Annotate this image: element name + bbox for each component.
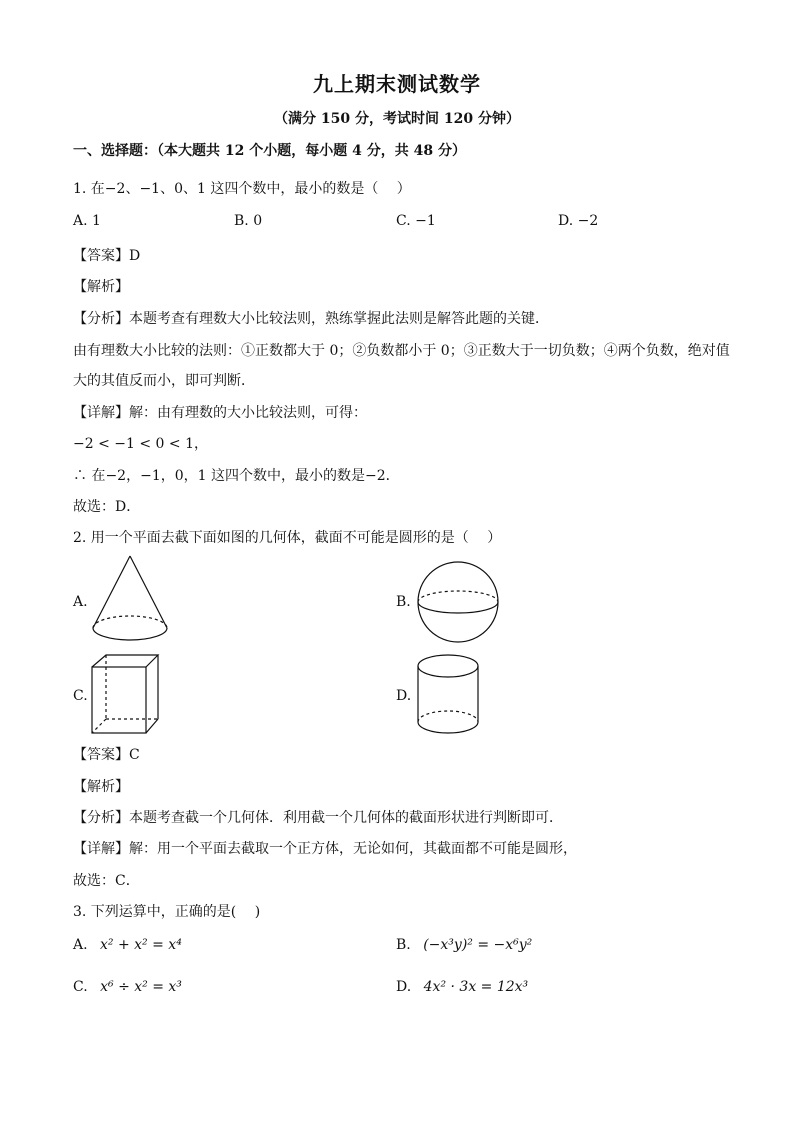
xiangjie-label: 【详解】 xyxy=(73,841,129,857)
q3-option-b xyxy=(396,937,532,953)
q3-option-b-letter: B. xyxy=(396,937,411,953)
q3-option-b-expr: (−x³y)² = −x⁶y² xyxy=(423,937,533,953)
cylinder-icon xyxy=(414,652,482,738)
q1-option-a: A. 1 xyxy=(73,213,101,229)
q1-option-b: B. 0 xyxy=(234,213,263,229)
q1-fenxi xyxy=(73,308,549,328)
answer-label: 【答案】 xyxy=(73,747,129,763)
q2-option-d-letter: D. xyxy=(396,688,412,704)
q3-option-c xyxy=(73,979,182,995)
fenxi-text: 本题考查有理数大小比较法则，熟练掌握此法则是解答此题的关键． xyxy=(129,311,549,327)
q3-option-a-expr: x² + x² = x⁴ xyxy=(100,937,182,953)
q1-stem: 1. 在−2、−1、0、1 这四个数中，最小的数是（ ） xyxy=(73,181,411,197)
q1-xiangjie xyxy=(73,402,367,422)
q2-choice: 故选：C． xyxy=(73,873,140,889)
answer-value: D xyxy=(129,248,141,264)
q2-option-a-letter: A. xyxy=(73,594,88,610)
q1-rule-line1: 由有理数大小比较的法则：①正数都大于 0；②负数都小于 0；③正数大于一切负数；④两个负数，绝对值 xyxy=(73,343,730,359)
page-subtitle: （满分 150 分，考试时间 120 分钟） xyxy=(274,111,520,127)
q2-xiangjie xyxy=(73,838,577,858)
q1-jiexi: 【解析】 xyxy=(73,279,129,295)
cube-icon xyxy=(88,653,162,737)
cone-icon xyxy=(90,553,170,647)
q1-option-c: C. −1 xyxy=(396,213,436,229)
q1-choice: 故选：D． xyxy=(73,499,141,515)
q1-conclusion: ∴ 在−2，−1，0，1 这四个数中，最小的数是−2． xyxy=(73,468,400,484)
q3-stem: 3. 下列运算中，正确的是( ) xyxy=(73,904,261,920)
section-heading: 一、选择题：（本大题共 12 个小题，每小题 4 分，共 48 分） xyxy=(73,143,466,159)
q3-option-a xyxy=(73,937,182,953)
q1-answer xyxy=(73,245,140,265)
answer-value: C xyxy=(129,747,140,763)
q3-option-d xyxy=(396,979,528,995)
q2-option-c-letter: C. xyxy=(73,688,88,704)
q3-option-d-letter: D. xyxy=(396,979,412,995)
q2-fenxi xyxy=(73,807,563,827)
q2-stem: 2. 用一个平面去截下面如图的几何体，截面不可能是圆形的是（ ） xyxy=(73,530,502,546)
fenxi-label: 【分析】 xyxy=(73,810,129,826)
q3-option-d-expr: 4x² · 3x = 12x³ xyxy=(423,979,529,995)
q1-rule-line2: 大的其值反而小，即可判断． xyxy=(73,373,255,389)
q2-option-b-letter: B. xyxy=(396,594,411,610)
q3-option-c-expr: x⁶ ÷ x² = x³ xyxy=(100,979,182,995)
q1-inequality: −2 < −1 < 0 < 1， xyxy=(73,436,208,452)
xiangjie-text: 解：由有理数的大小比较法则，可得： xyxy=(129,405,367,421)
xiangjie-text: 解：用一个平面去截取一个正方体，无论如何，其截面都不可能是圆形， xyxy=(129,841,577,857)
sphere-icon xyxy=(414,560,502,644)
q2-jiexi: 【解析】 xyxy=(73,779,129,795)
q2-answer xyxy=(73,744,140,764)
xiangjie-label: 【详解】 xyxy=(73,405,129,421)
page-title: 九上期末测试数学 xyxy=(313,72,481,96)
q3-option-c-letter: C. xyxy=(73,979,88,995)
fenxi-text: 本题考查截一个几何体．利用截一个几何体的截面形状进行判断即可． xyxy=(129,810,563,826)
fenxi-label: 【分析】 xyxy=(73,311,129,327)
answer-label: 【答案】 xyxy=(73,248,129,264)
q1-option-d: D. −2 xyxy=(558,213,599,229)
q3-option-a-letter: A. xyxy=(73,937,88,953)
